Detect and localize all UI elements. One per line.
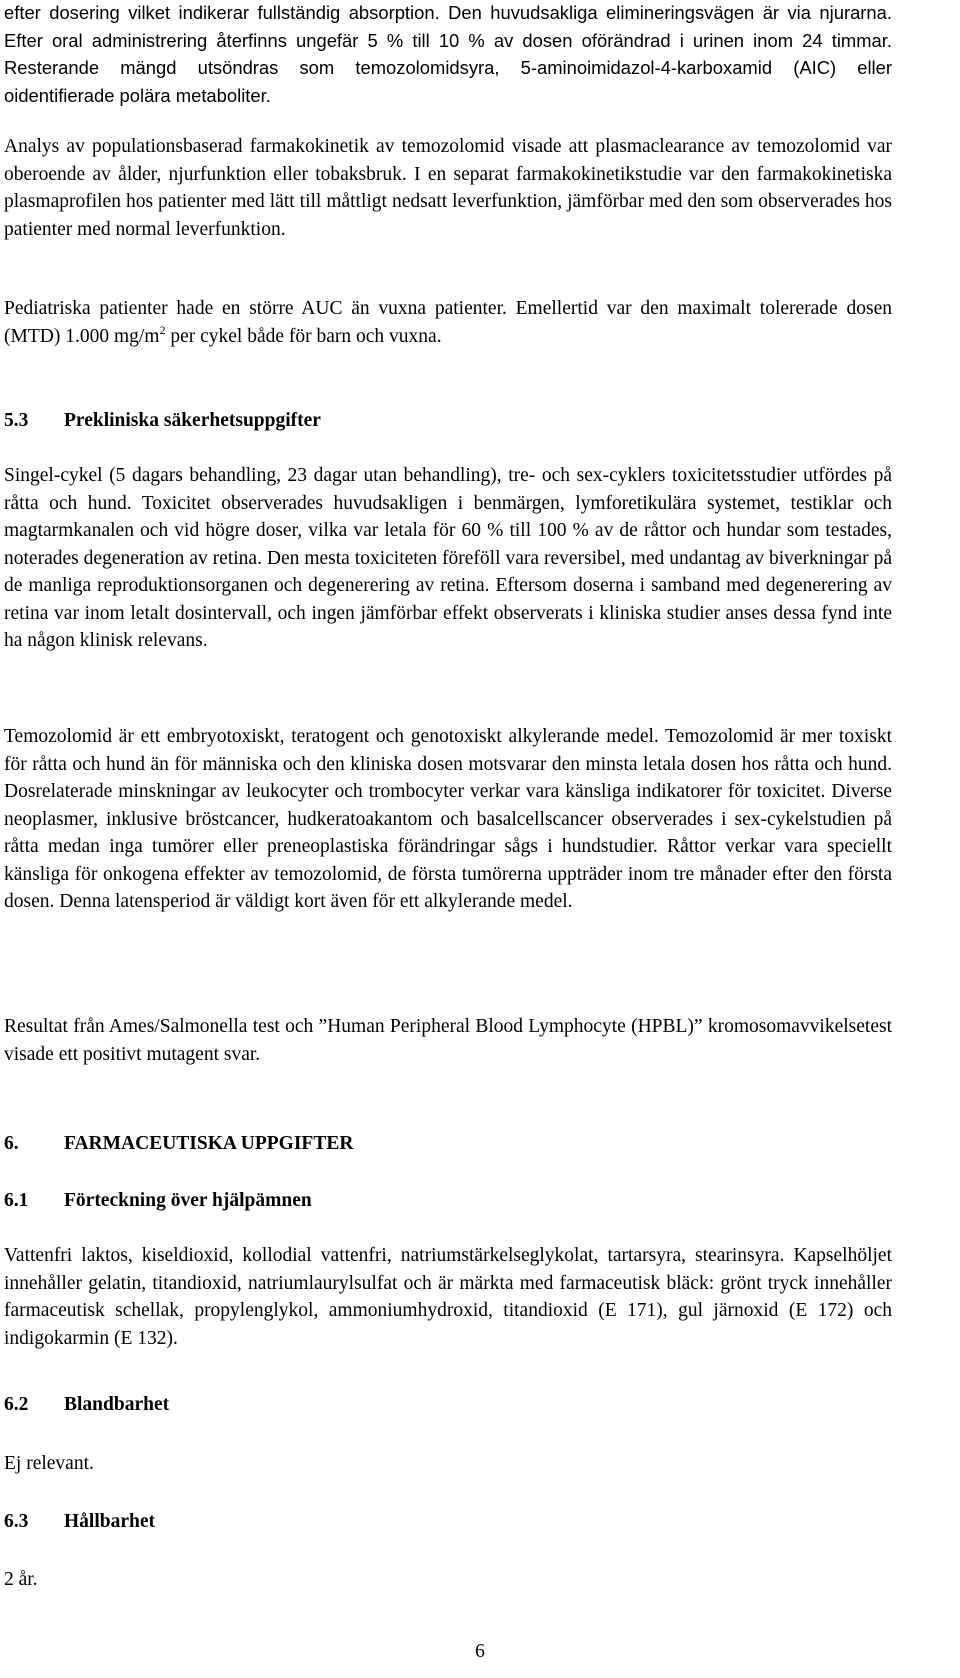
section-heading-6-2 (4, 1391, 169, 1419)
paragraph-excipients: Vattenfri laktos, kiseldioxid, kollodial vattenfri, natriumstärkelseglykolat, tartarsyra, stearinsyra. Kapselhöljet innehåller gelatin, titandioxid, natriumlaurylsulfat och är märkta med farmaceutisk bläck: grönt tryck innehåller farmaceutisk schellak, propylenglykol, ammoniumhydroxid, titandioxid (E 171), gul järnoxid (E 172) och indigokarmin (E 132). (4, 1245, 892, 1349)
section-number: 6.1 (4, 1190, 29, 1211)
page-number: 6 (475, 1641, 485, 1662)
section-title: FARMACEUTISKA UPPGIFTER (64, 1133, 354, 1154)
section-title: Förteckning över hjälpämnen (64, 1190, 312, 1211)
paragraph-ames-test: Resultat från Ames/Salmonella test och ”Human Peripheral Blood Lymphocyte (HPBL)” kromosomavvikelsetest visade ett positivt mutagent svar. (4, 1016, 892, 1065)
paragraph-genotoxicity: Temozolomid är ett embryotoxiskt, teratogent och genotoxiskt alkylerande medel. Temozolomid är mer toxiskt för råtta och hund än för människa och den kliniska dosen motsvarar den minsta letala dosen hos råtta och hund. Dosrelaterade minskningar av leukocyter och trombocyter verkar vara känsliga indikatorer för toxicitet. Diverse neoplasmer, inklusive bröstcancer, hudkeratoakantom och basalcellscancer observerades i sex-cykelstudien på råtta medan inga tumörer eller preneoplastiska förändringar sågs i hundstudier. Råttor verkar vara speciellt känsliga för onkogena effekter av temozolomid, de första tumörerna uppträder inom tre månader efter den första dosen. Denna latensperiod är väldigt kort även för ett alkylerande medel. (4, 726, 892, 912)
section-number: 6. (4, 1133, 19, 1154)
section-title: Prekliniska säkerhetsuppgifter (64, 410, 321, 431)
paragraph-pediatric (4, 295, 892, 350)
section-heading-5-3 (4, 407, 321, 435)
paragraph-shelf-life: 2 år. (4, 1569, 38, 1590)
paragraph-preclinical-toxicity: Singel-cykel (5 dagars behandling, 23 dagar utan behandling), tre- och sex-cyklers toxicitetsstudier utfördes på råtta och hund. Toxicitet observerades huvudsakligen i benmärgen, lymforetikulära systemet, testiklar och magtarmkanalen och vid högre doser, vilka var letala för 60 % till 100 % av de råttor och hundar som testades, noterades degeneration av retina. Den mesta toxiciteten föreföll vara reversibel, med undantag av biverkningar på de manliga reproduktionsorganen och degenerering av retina. Eftersom doserna i samband med degenerering av retina var inom letalt dosintervall, och ingen jämförbar effekt observerats i kliniska studier anses dessa fynd inte ha någon klinisk relevans. (4, 465, 892, 651)
paragraph-population-pk: Analys av populationsbaserad farmakokinetik av temozolomid visade att plasmaclearance av temozolomid var oberoende av ålder, njurfunktion eller tobaksbruk. I en separat farmakokinetikstudie var den farmakokinetiska plasmaprofilen hos patienter med lätt till måttligt nedsatt leverfunktion, jämförbar med den som observerades hos patienter med normal leverfunktion. (4, 136, 892, 240)
pediatric-text-end: per cykel både för barn och vuxna. (165, 325, 442, 347)
section-title: Blandbarhet (64, 1394, 170, 1415)
paragraph-incompatibilities: Ej relevant. (4, 1453, 94, 1474)
section-heading-6-3 (4, 1508, 155, 1536)
section-number: 6.3 (4, 1511, 29, 1532)
section-number: 5.3 (4, 410, 29, 431)
section-number: 6.2 (4, 1394, 29, 1415)
paragraph-elimination: efter dosering vilket indikerar fullständig absorption. Den huvudsakliga elimineringsvägen är via njurarna. Efter oral administrering återfinns ungefär 5 % till 10 % av dosen oförändrad i urinen inom 24 timmar. Resterande mängd utsöndras som temozolomidsyra, 5-aminoimidazol-4-karboxamid (AIC) eller oidentifierade polära metaboliter. (4, 2, 892, 106)
section-title: Hållbarhet (64, 1511, 155, 1532)
section-heading-6 (4, 1130, 353, 1158)
section-heading-6-1 (4, 1187, 312, 1215)
pediatric-text-start: Pediatriska patienter hade en större AUC än vuxna patienter. Emellertid var den maximalt tolererade dosen (MTD) 1.000 mg/m (4, 298, 892, 347)
superscript-squared: 2 (159, 322, 166, 337)
